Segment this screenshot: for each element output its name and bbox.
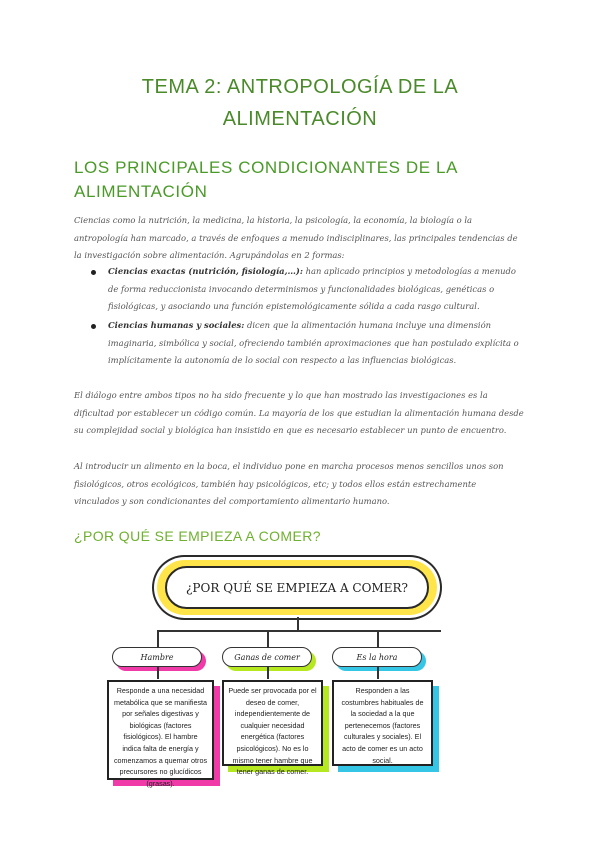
connector-line [267,667,269,679]
section-heading-line-1: LOS PRINCIPALES CONDICIONANTES DE LA [74,158,459,177]
connector-line [157,630,159,647]
branch-label-hora: Es la hora [332,647,422,667]
connector-line [157,667,159,679]
page-title-line-1: TEMA 2: ANTROPOLOGÍA DE LA [141,76,459,98]
bullet-ciencias-exactas [108,263,524,316]
connector-line [377,630,379,647]
subsection-heading: ¿POR QUÉ SE EMPIEZA A COMER? [74,528,321,544]
bullet-ciencias-humanas [108,317,524,370]
bullet-label: Ciencias humanas y sociales: [108,320,245,330]
card-hora: Responden a las costumbres habituales de la sociedad a la que pertenecemos (factores culturales y sociales). El acto de comer es un acto social. [332,680,433,766]
page-title-line-2: ALIMENTACIÓN [222,108,378,130]
connector-line [297,617,299,630]
section-heading-line-2: ALIMENTACIÓN [74,182,208,201]
bullet-text: han aplicado principios y metodologías a menudo de forma reduccionista invocando determinismos y funcionalidades biológicas, genéticas o fisiológicas, y asociando una función epistemológicamente sólida a cada rasgo cultural. [108,266,516,311]
bullet-label: Ciencias exactas (nutrición, fisiología,…): [108,266,303,276]
bullet-dot [91,324,96,329]
connector-line [157,630,441,632]
connector-line [267,630,269,647]
diagram-root-label: ¿POR QUÉ SE EMPIEZA A COMER? [165,566,429,609]
intro-paragraph: Ciencias como la nutrición, la medicina, la historia, la psicología, la economía, la biología o la antropología han marcado, a través de enfoques a menudo indisciplinares, las principales tendencias de la investigación sobre alimentación. Agrupándolas en 2 formas: [74,215,518,260]
bullet-text: dicen que la alimentación humana incluye una dimensión imaginaria, simbólica y social, ofreciendo también aproximaciones que han postulado explícita o implícitamente la autonomía de lo social con respecto a las influencias biológicas. [108,320,519,365]
paragraph-dialogo: El diálogo entre ambos tipos no ha sido frecuente y lo que han mostrado las investigaciones es la dificultad por establecer un código común. La mayoría de los que estudian la alimentación humana desde su complejidad social y biológica han insistido en que es necesario establecer un punto de encuentro. [74,390,524,435]
card-hambre: Responde a una necesidad metabólica que se manifiesta por señales digestivas y biológicas (factores fisiológicos). El hambre indica falta de energía y comenzamos a quemar otros precursores no glucídicos (grasas). [107,680,214,780]
card-ganas: Puede ser provocada por el deseo de comer, independientemente de cualquier necesidad energética (factores psicológicos). No es lo mismo tener hambre que tener ganas de comer. [222,680,323,766]
branch-label-ganas: Ganas de comer [222,647,312,667]
branch-label-hambre: Hambre [112,647,202,667]
paragraph-introducir: Al introducir un alimento en la boca, el individuo pone en marcha procesos menos sencillos unos son fisiológicos, otros ecológicos, también hay psicológicos, etc; y todos ellos están estrechamente vinculados y son condicionantes del comportamiento alimentario humano. [74,461,504,506]
bullet-dot [91,270,96,275]
connector-line [377,667,379,679]
